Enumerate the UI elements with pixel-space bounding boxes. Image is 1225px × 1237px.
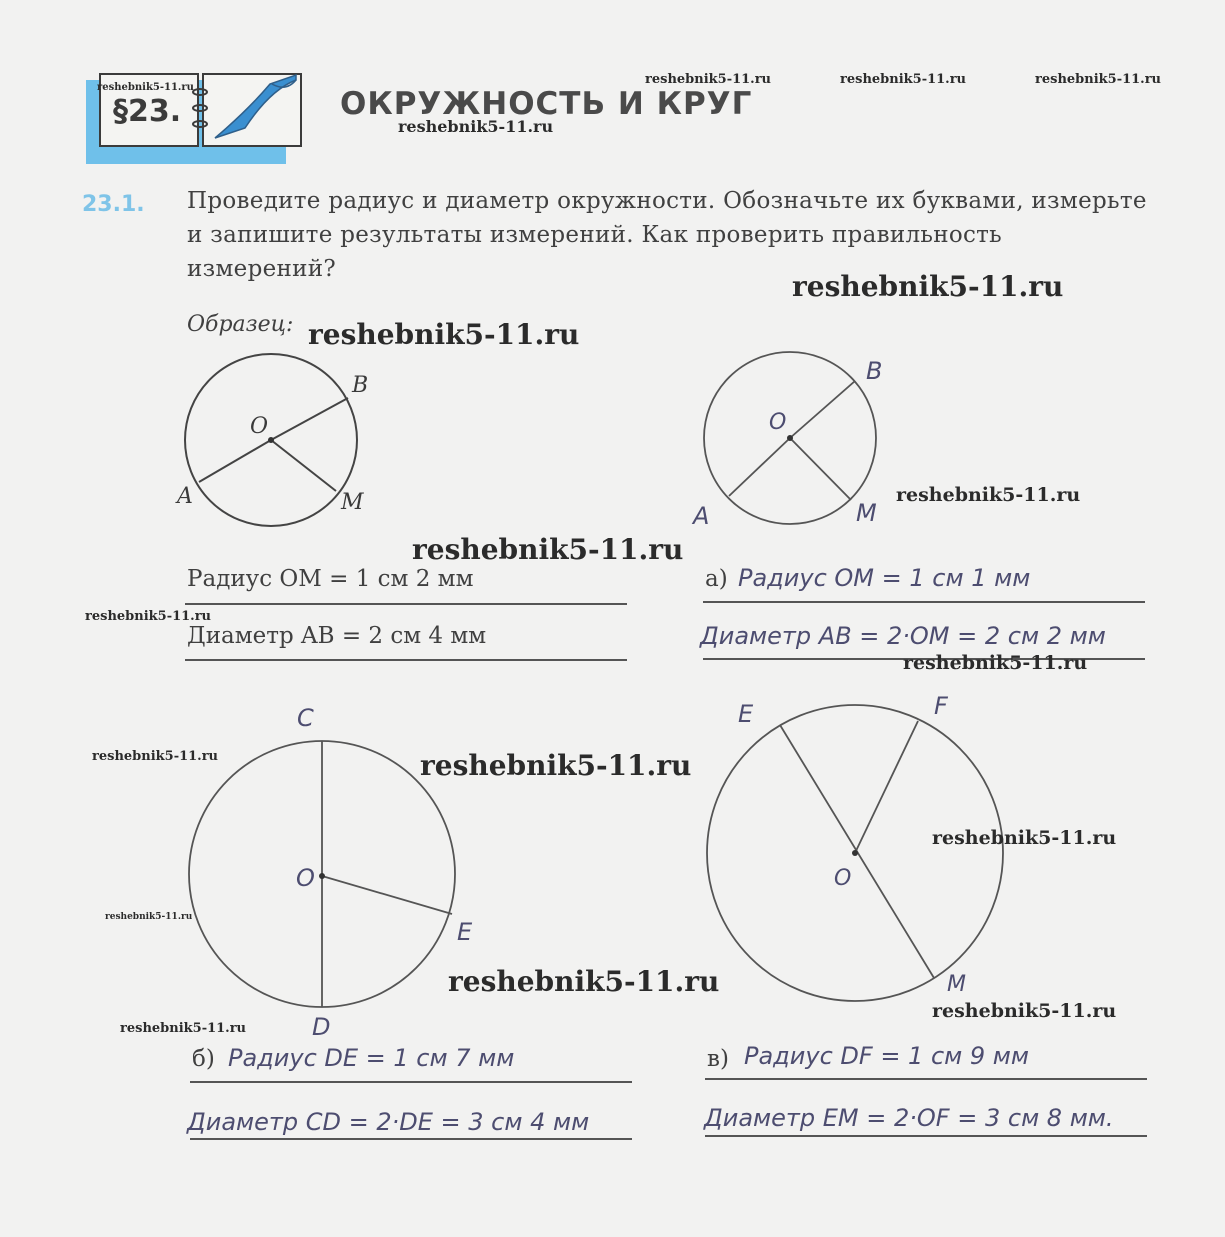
answer-underline (705, 1078, 1147, 1080)
watermark: reshebnik5-11.ru (308, 318, 580, 351)
watermark: reshebnik5-11.ru (448, 965, 720, 998)
sample-diameter-text: Диаметр AB = 2 см 4 мм (187, 623, 487, 649)
watermark: reshebnik5-11.ru (932, 1000, 1117, 1022)
answer-underline (185, 603, 627, 605)
circle-a-point-b: B (866, 357, 883, 385)
task-number: 23.1. (82, 192, 145, 217)
watermark: reshebnik5-11.ru (896, 484, 1081, 506)
answer-b-prefix: б) (192, 1046, 215, 1072)
answer-b-diameter: Диаметр CD = 2·DE = 3 см 4 мм (187, 1108, 590, 1136)
watermark: reshebnik5-11.ru (120, 1021, 247, 1036)
sample-point-b: B (352, 373, 369, 398)
circle-b-point-o: O (296, 864, 315, 892)
answer-underline (185, 659, 627, 661)
sample-point-m: M (341, 490, 364, 515)
sample-point-o: O (250, 414, 269, 439)
watermark: reshebnik5-11.ru (792, 270, 1064, 303)
circle-b-point-e: E (457, 918, 473, 946)
answer-underline (190, 1138, 632, 1140)
watermark: reshebnik5-11.ru (105, 912, 193, 922)
watermark: reshebnik5-11.ru (1035, 72, 1162, 87)
watermark: reshebnik5-11.ru (420, 749, 692, 782)
circle-b-point-d: D (312, 1013, 331, 1041)
answer-c-diameter: Диаметр EM = 2·OF = 3 см 8 мм. (704, 1104, 1114, 1132)
watermark: reshebnik5-11.ru (645, 72, 772, 87)
answer-a-prefix: а) (705, 566, 728, 592)
answer-underline (705, 1135, 1147, 1137)
sample-label: Образец: (187, 312, 294, 337)
circle-b-point-c: C (297, 704, 314, 732)
circle-a-point-a: A (693, 502, 710, 530)
watermark: reshebnik5-11.ru (92, 749, 219, 764)
circle-a-point-m: M (856, 499, 877, 527)
answer-b-radius: Радиус DE = 1 см 7 мм (228, 1044, 515, 1072)
answer-underline (190, 1081, 632, 1083)
sample-radius-text: Радиус OM = 1 см 2 мм (187, 566, 474, 592)
answer-underline (703, 601, 1145, 603)
answer-c-radius: Радиус DF = 1 см 9 мм (744, 1042, 1029, 1070)
watermark: reshebnik5-11.ru (932, 827, 1117, 849)
sample-point-a: A (177, 484, 193, 509)
answer-a-diameter: Диаметр AB = 2·OM = 2 см 2 мм (700, 622, 1106, 650)
answer-c-prefix: в) (707, 1046, 729, 1072)
circle-a-point-o: O (769, 410, 787, 435)
watermark: reshebnik5-11.ru (903, 652, 1088, 674)
watermark: reshebnik5-11.ru (398, 117, 554, 136)
watermark: reshebnik5-11.ru (412, 533, 684, 566)
watermark: reshebnik5-11.ru (97, 82, 194, 93)
circle-c-point-e: E (738, 700, 754, 728)
circle-c-point-f: F (934, 692, 948, 720)
watermark: reshebnik5-11.ru (840, 72, 967, 87)
circle-c-point-m: M (947, 972, 966, 997)
watermark: reshebnik5-11.ru (85, 609, 212, 624)
page-title: ОКРУЖНОСТЬ И КРУГ (340, 86, 753, 122)
section-number: §23. (113, 94, 182, 129)
circle-c-point-o: O (834, 866, 852, 891)
task-text: Проведите радиус и диаметр окружности. Обозначьте их буквами, измерьте и запишите результаты измерений. Как проверить правильность измерений? (187, 188, 1147, 282)
answer-a-radius: Радиус OM = 1 см 1 мм (738, 564, 1031, 592)
